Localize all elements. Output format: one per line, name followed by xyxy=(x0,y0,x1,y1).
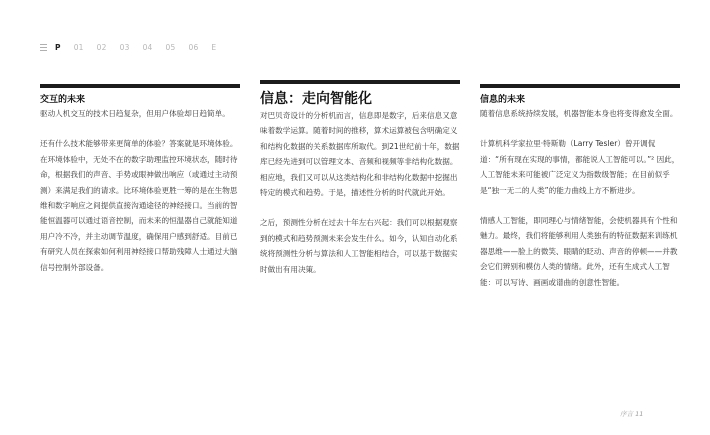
section-divider xyxy=(40,84,240,88)
top-navigation xyxy=(40,41,229,53)
column-information-future xyxy=(480,84,680,290)
column-interaction-future xyxy=(40,84,240,275)
nav-item-04[interactable]: 04 xyxy=(142,42,153,52)
nav-item-p[interactable]: P xyxy=(55,42,61,52)
body-paragraph-1: 随着信息系统持续发展，机器智能本身也将变得愈发全面。 xyxy=(480,109,678,118)
nav-item-05[interactable]: 05 xyxy=(165,42,176,52)
body-paragraph-1: 对巴贝奇设计的分析机而言，信息即是数字，后来信息又意味着数学运算。随着时间的推移，算术运算被包含明确定义和结构化数据的关系数据库所取代。到21世纪前十年，数据库已经先进到可以管理文本、音频和视频等非结构化数据。相应地，我们又可以从这类结构化和非结构化数据中挖掘出特定的模式和趋势。于是，描述性分析的时代就此开始。 xyxy=(260,111,460,198)
section-heading: 信息：走向智能化 xyxy=(260,91,372,107)
section-divider xyxy=(260,80,460,84)
section-heading: 信息的未来 xyxy=(480,95,526,105)
page-number: 序言 11 xyxy=(620,410,644,418)
body-paragraph-2: 之后，预测性分析在过去十年左右兴起：我们可以根据观察到的模式和趋势预测未来会发生什么。如今，认知自动化系统将预测性分析与算法和人工智能相结合，可以基于数据实时做出有用决策。 xyxy=(260,218,458,274)
section-heading: 交互的未来 xyxy=(40,95,86,105)
body-paragraph-3: 情感人工智能，即同理心与情绪智能，会使机器具有个性和魅力。最终，我们将能够利用人类独有的特征数据来训练机器思维——脸上的微笑、眼睛的眨动、声音的停顿——并教会它们辨别和模仿人类的情绪。此外，还有生成式人工智能：可以写诗、画画或谱曲的创意性智能。 xyxy=(480,216,678,287)
body-paragraph: 还有什么技术能够带来更简单的体验？答案就是环境体验。在环境体验中，无处不在的数字助理监控环境状态，随时待命，根据我们的声音、手势或眼神做出响应（或通过主动预测）来满足我们的请求。比环境体验更胜一筹的是在生物思维和数字响应之间提供直接沟通途径的神经接口。当前的智能恒温器可以通过语音控制，而未来的恒温器自己就能知道用户冷不冷，并主动调节温度，确保用户感到舒适。目前已有研究人员在探索如何利用神经接口帮助残障人士通过大脑信号控制外部设备。 xyxy=(40,139,238,272)
nav-item-06[interactable]: 06 xyxy=(188,42,199,52)
nav-item-01[interactable]: 01 xyxy=(73,42,84,52)
nav-item-02[interactable]: 02 xyxy=(96,42,107,52)
column-information-intelligence xyxy=(260,80,460,277)
menu-icon[interactable] xyxy=(40,44,47,51)
nav-item-e[interactable]: E xyxy=(211,42,217,52)
body-paragraph-2: 计算机科学家拉里·特斯勒（Larry Tesler）曾开调侃道：“所有现在实现的事情，都能说人工智能可以。”² 因此，人工智能未来可能被广泛定义为指数级智能；在目前似乎是“独一无二的人类”的能力曲线上方不断进步。 xyxy=(480,139,680,195)
section-divider xyxy=(480,84,680,88)
nav-item-03[interactable]: 03 xyxy=(119,42,130,52)
intro-paragraph: 驱动人机交互的技术日趋复杂，但用户体验却日趋简单。 xyxy=(40,109,230,118)
